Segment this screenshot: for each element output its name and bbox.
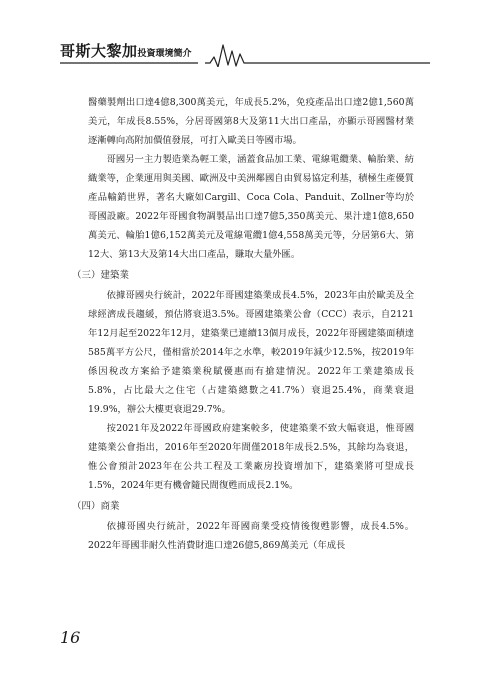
body-content	[72, 93, 414, 555]
header-pulse-line	[60, 35, 430, 67]
header-title-sub: 投資環境簡介	[137, 49, 192, 59]
paragraph-pharma: 醫藥製劑出口達4億8,300萬美元，年成長5.2%，免疫產品出口達2億1,560萬美元，年成長8.55%，分居哥國第8大及第11大出口產品，亦顯示哥國醫材業逐漸轉向高附加價值發展，可打入歐美日等國市場。	[88, 97, 414, 146]
paragraph-construction-2: 按2021年及2022年哥國政府建案較多，使建築業不致大幅衰退，惟哥國建築業公會指出，2016年至2020年間僅2018年成長2.5%，其餘均為衰退，惟公會預計2023年在公共工程及工業廠房投資增加下，建築業將可望成長1.5%，2024年更有機會隨民間復甦而成長2.1%。	[88, 423, 414, 491]
paragraph-commerce: 依據哥國央行統計，2022年哥國商業受疫情後復甦影響，成長4.5%。2022年哥國非耐久性消費財進口達26億5,869萬美元（年成長	[88, 521, 414, 551]
section-heading-commerce: （四）商業	[72, 501, 120, 512]
section-heading-construction: （三）建築業	[72, 270, 130, 281]
paragraph-construction-1: 依據哥國央行統計，2022年哥國建築業成長4.5%，2023年由於歐美及全球經濟成長趨緩，預估將衰退3.5%。哥國建築業公會（CCC）表示，自2121年12月起至2022年12月，建築業已連續13個月成長，2022年哥國建築面積達585萬平方公尺，僅相當於2014年之水準，較2019年減少12.5%，按2019年係因稅改方案給予建築業稅賦優惠而有搶建情況。2022年工業建築成長5.8%，占比最大之住宅（占建築總數之41.7%）衰退25.4%，商業衰退19.9%，辦公大樓更衰退29.7%。	[88, 290, 414, 415]
paragraph-light-industry: 哥國另一主力製造業為輕工業，涵蓋食品加工業、電線電纜業、輪胎業、紡織業等，企業運用與美國、歐洲及中美洲鄰國自由貿易協定利基，積極生產優質產品輸銷世界，著名大廠如Cargill、Coca Cola、Panduit、Zollner等均於哥國設廠。2022年哥國食物調製品出口達7億5,350萬美元、果汁達1億8,650萬美元、輪胎1億6,152萬美元及電線電纜1億4,558萬美元等，分居第6大、第12大、第13大及第14大出口產品，賺取大量外匯。	[88, 154, 414, 260]
page-number: 16	[60, 628, 81, 647]
header-title-main: 哥斯大黎加	[60, 42, 138, 60]
page-header	[60, 35, 430, 67]
